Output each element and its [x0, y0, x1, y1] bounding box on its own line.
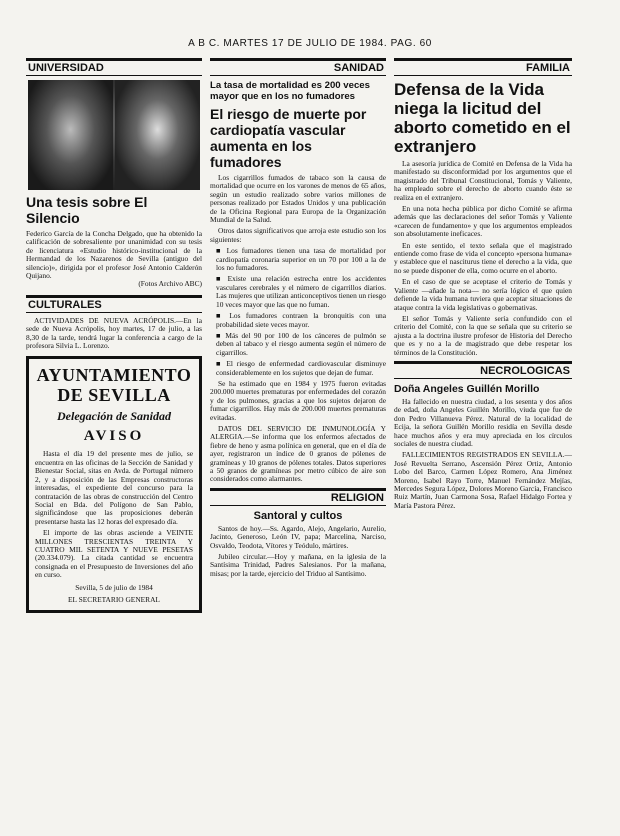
ad-title-2: DE SEVILLA: [57, 385, 171, 406]
sanidad-p4: DATOS DEL SERVICIO DE INMUNOLOGÍA Y ALERGIA.—Se informa que los enfermos afectados de fiebre de heno y asma polínica en general, que en el día de ayer, registraron un índice de 0 granos de pólenes de gramíneas y 10 granos de pólenes totales. Datos superiores a 50 granos de gramíneas por metro cúbico de aire son considerados como alarmantes.: [210, 423, 386, 484]
column-right: [394, 58, 572, 828]
ad-ayuntamiento: [26, 356, 202, 612]
section-familia: FAMILIA: [394, 58, 572, 76]
page-header: A B C. MARTES 17 DE JULIO DE 1984. PAG. 60: [188, 38, 432, 49]
photo-credit: (Fotos Archivo ABC): [138, 279, 202, 289]
section-culturales: CULTURALES: [26, 295, 202, 313]
portrait-left: [28, 80, 113, 190]
sanidad-bullet-1: ■ Los fumadores tienen una tasa de mortalidad por cardiopatía coronaria superior en un 70 por 100 a la de los no fumadores.: [216, 246, 386, 273]
culturales-text: ACTIVIDADES DE NUEVA ACRÓPOLIS.—En la sede de Nueva Acrópolis, hoy martes, 17 de julio, a las 8,30 de la tarde, tendrá lugar la conferencia a cargo de la profesora Silvia L. Lorenzo.: [26, 315, 202, 351]
obituary-name: Doña Angeles Guillén Morillo: [394, 382, 540, 395]
column-left: [26, 58, 202, 828]
portrait-photo: [28, 80, 200, 190]
column-center: [210, 58, 386, 828]
ad-aviso: AVISO: [83, 428, 145, 445]
sanidad-bullet-3: ■ Los fumadores contraen la bronquitis con una probabilidad siete veces mayor.: [216, 311, 386, 329]
section-sanidad: SANIDAD: [210, 58, 386, 76]
caption-tesis: Federico García de la Concha Delgado, que ha obtenido la calificación de sobresaliente por unanimidad con su tesis de licenciatura «Estudio histórico-institucional de la Hermandad de los Nazarenos de Sevilla (antiguo del silencio)», dirigida por el profesor José Antonio Calderón Quijano.: [26, 229, 202, 281]
sanidad-p1: Los cigarrillos fumados de tabaco son la causa de mortalidad que ocurre en los varones de menos de 65 años, según un estudio realizado sobre varios millones de personas realizado por Estados Unidos y una publicación de la Oficina Regional para Europa de la Organización Mundial de la Salud.: [210, 173, 386, 225]
headline-tesis: Una tesis sobre El Silencio: [26, 194, 148, 226]
headline-sanidad: El riesgo de muerte por cardiopatía vascular aumenta en los fumadores: [210, 106, 367, 170]
obituary-p2: FALLECIMIENTOS REGISTRADOS EN SEVILLA.—José Revuelta Serrano, Ascensión Pérez Ortiz, Antonio Lobo del Barco, Carmen López Romero, Ana Jiménez Moreno, Isabel Rayo Torre, Manuel Fernández Mejías, Mercedes Segura López, Dolores Moreno García, Francisco Ruiz Martín, Juan Carmona Sosa, Rafael Hidalgo Fortea y María Pastora Pérez.: [394, 450, 572, 510]
ad-subtitle: Delegación de Sanidad: [57, 409, 171, 424]
familia-p4: En el caso de que se aceptase el criterio de Tomás y Valiente —añade la nota— no sería lógico el que quien defiende la vida humana tuviera que aceptar situaciones de ataque contra la vida legislativas o gobernativas.: [394, 277, 572, 312]
sanidad-p3: Se ha estimado que en 1984 y 1975 fueron evitadas 200.000 muertes prematuras por enfermedades del corazón y de los pulmones, gracias a que los sujetos dejaron de fumar cigarrillos. Hay más de 200.000 muertes prematuras evitadas.: [210, 378, 386, 422]
familia-p2: En una nota hecha pública por dicho Comité se afirma además que las declaraciones del señor Tomás y Valiente «carecen de fundamento» y que los argumentos empleados son absolutamente ineficaces.: [394, 204, 572, 239]
sanidad-bullet-4: ■ Más del 90 por 100 de los cánceres de pulmón se deben al tabaco y el riesgo aumenta según el número de cigarrillos.: [216, 330, 386, 357]
sanidad-bullet-5: ■ El riesgo de enfermedad cardiovascular disminuye considerablemente en los sujetos que dejan de fumar.: [216, 359, 386, 377]
sanidad-bullet-2: ■ Existe una relación estrecha entre los accidentes vasculares cerebrales y el número de cigarrillos diarios. Las mujeres que utilizan anticonceptivos tienen un riesgo 10 veces mayor que las que no fuman.: [216, 274, 386, 309]
familia-p5: El señor Tomás y Valiente sería confundido con el criterio del Comité, con la que se señala que su criterio se ajusta a la doctrina ilustre profesor de Historia del Derecho que es y no a la de magistrado que debe respetar los términos de la Constitución.: [394, 313, 572, 357]
headline-familia: Defensa de la Vida niega la licitud del aborto cometido en el extranjero: [394, 80, 571, 156]
religion-p2: Jubileo circular.—Hoy y mañana, en la iglesia de la Santísima Trinidad, Padres Salesianos. Por la mañana, misas; por la tarde, ejercicio del Triduo al Santísimo.: [210, 552, 386, 578]
familia-p1: La asesoría jurídica de Comité en Defensa de la Vida ha manifestado su disconformidad por los argumentos que el magistrado del Tribunal Constitucional, Tomás y Valiente, ha empleado sobre el derecho de aborto cuando éste se realiza en el extranjero.: [394, 159, 572, 202]
familia-p3: En este sentido, el texto señala que el magistrado entiende como frase de vida el concepto «persona humana» y establece que el nasciturus tiene el derecho a la vida, que no se puede disponer de ella, como ocurre en el aborto.: [394, 240, 572, 275]
sanidad-p2: Otros datos significativos que arroja este estudio son los siguientes:: [210, 226, 386, 244]
kicker-sanidad: La tasa de mortalidad es 200 veces mayor que en los no fumadores: [210, 80, 370, 102]
ad-title-1: AYUNTAMIENTO: [36, 365, 192, 386]
obituary-p1: Ha fallecido en nuestra ciudad, a los sesenta y dos años de edad, doña Angeles Guillén Morillo, viuda que fue de don Pedro Villanueva Pérez. Natural de la localidad de Ecija, la señora Guillén Morillo residía en Sevilla desde hace muchos años y era muy apreciada en los círculos sociales de nuestra ciudad.: [394, 396, 572, 448]
section-universidad: UNIVERSIDAD: [26, 58, 202, 76]
portrait-right: [115, 80, 200, 190]
ad-date: Sevilla, 5 de julio de 1984: [75, 582, 153, 592]
ad-signer: EL SECRETARIO GENERAL: [68, 594, 160, 604]
section-religion: RELIGION: [210, 488, 386, 506]
santoral-head: Santoral y cultos: [253, 509, 343, 522]
religion-p1: Santos de hoy.—Ss. Agardo, Alejo, Angelario, Aurelio, Jacinto, Generoso, León IV, papa; Marcelina, Narciso, Osvaldo, Teodota, Vítores y Teódulo, mártires.: [210, 523, 386, 550]
section-necrologicas: NECROLOGICAS: [394, 361, 572, 379]
ad-paragraph-1: Hasta el día 19 del presente mes de julio, se encuentra en las oficinas de la Sección de Sanidad y Bienestar Social, sitas en Avda. de Portugal número 2, y a disposición de las Empresas constructoras interesadas, el expediente del concurso para la contratación de las obras de construcción del Centro Social en Bda. del Polígono de San Pablo, significándose que las proposiciones deberán presentarse hasta las 12 horas del expresado día.: [35, 449, 193, 526]
ad-paragraph-2: El importe de las obras asciende a VEINTE MILLONES TRESCIENTAS TREINTA Y CUATRO MIL SETENTA Y NUEVE PESETAS (20.334.079). La citada cantidad se encuentra consignada en el Presupuesto de Inversiones del año en curso.: [35, 528, 193, 580]
